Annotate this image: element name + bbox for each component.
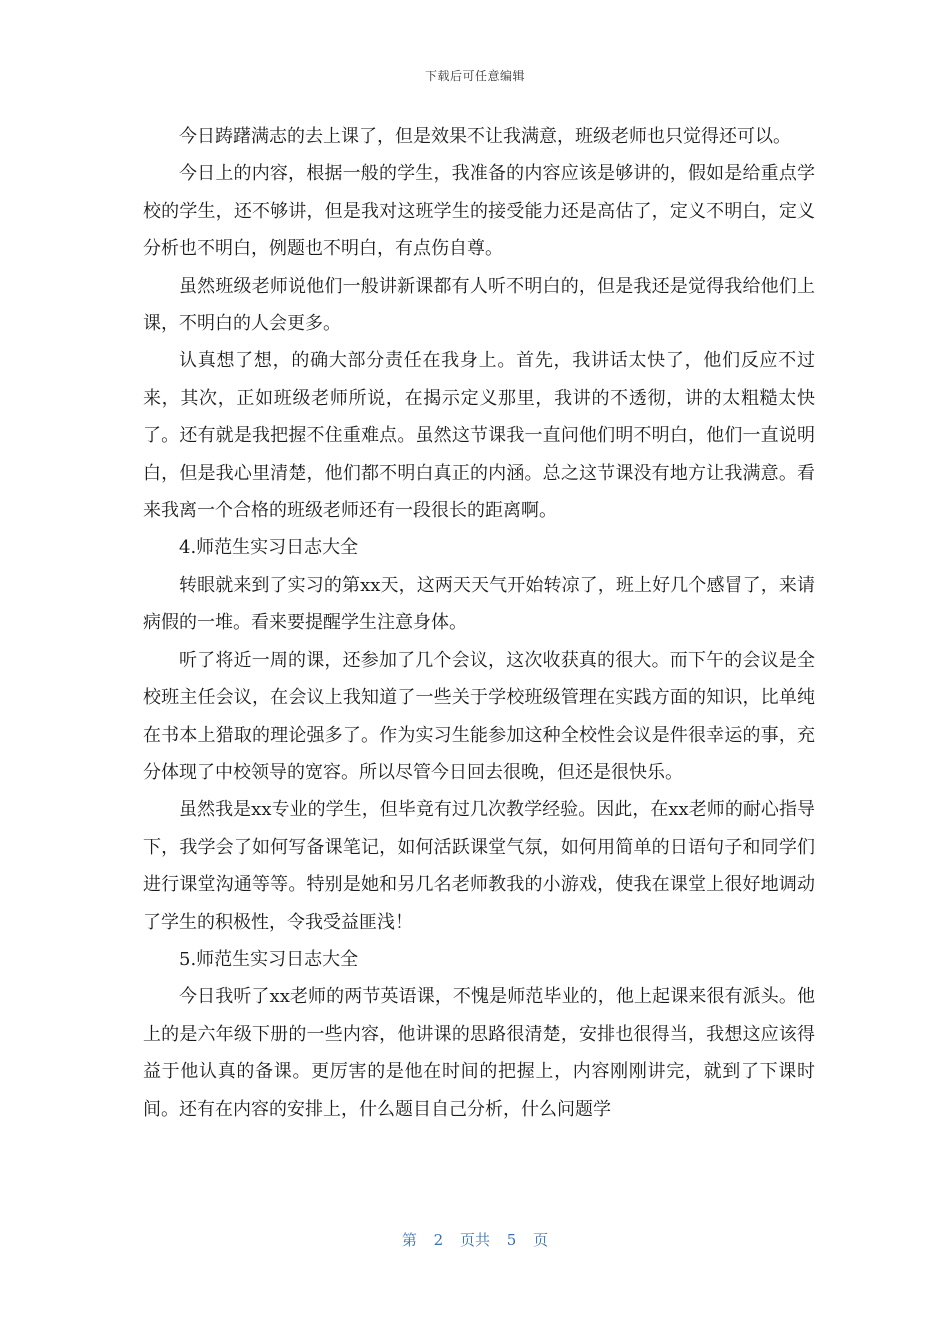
section-heading: 5.师范生实习日志大全 (179, 948, 359, 970)
paragraph: 虽然班级老师说他们一般讲新课都有人听不明白的，但是我还是觉得我给他们上课，不明白的人会更多。 (143, 275, 815, 335)
paragraph: 听了将近一周的课，还参加了几个会议，这次收获真的很大。而下午的会议是全校班主任会议，在会议上我知道了一些关于学校班级管理在实践方面的知识，比单纯在书本上猎取的理论强多了。作为实习生能参加这种全校性会议是件很幸运的事，充分体现了中校领导的宽容。所以尽管今日回去很晚，但还是很快乐。 (143, 649, 815, 783)
paragraph: 虽然我是xx专业的学生，但毕竟有过几次教学经验。因此，在xx老师的耐心指导下，我学会了如何写备课笔记，如何活跃课堂气氛，如何用简单的日语句子和同学们进行课堂沟通等等。特别是她和另几名老师教我的小游戏，使我在课堂上很好地调动了学生的积极性，令我受益匪浅！ (143, 799, 815, 933)
page-number (0, 1229, 950, 1250)
page-number-prefix: 第 (401, 1231, 417, 1249)
paragraph: 今日我听了xx老师的两节英语课，不愧是师范毕业的，他上起课来很有派头。他上的是六年级下册的一些内容，他讲课的思路很清楚，安排也很得当，我想这应该得益于他认真的备课。更厉害的是他在时间的把握上，内容刚刚讲完，就到了下课时间。还有在内容的安排上，什么题目自己分析，什么问题学 (143, 986, 815, 1120)
paragraph: 转眼就来到了实习的第xx天，这两天天气开始转凉了，班上好几个感冒了，来请病假的一堆。看来要提醒学生注意身体。 (143, 574, 815, 634)
page-number-total: 5 (506, 1231, 517, 1249)
paragraph: 今日踌躇满志的去上课了，但是效果不让我满意，班级老师也只觉得还可以。 (179, 126, 791, 147)
document-body (143, 118, 815, 1128)
page-number-middle: 页共 (459, 1231, 490, 1249)
page-number-suffix: 页 (533, 1231, 549, 1249)
page-number-current: 2 (433, 1231, 444, 1249)
page-header: 下载后可任意编辑 (424, 69, 525, 83)
paragraph: 今日上的内容，根据一般的学生，我准备的内容应该是够讲的，假如是给重点学校的学生，还不够讲，但是我对这班学生的接受能力还是高估了，定义不明白，定义分析也不明白，例题也不明白，有点伤自尊。 (143, 163, 815, 260)
section-heading: 4.师范生实习日志大全 (179, 537, 359, 559)
paragraph: 认真想了想，的确大部分责任在我身上。首先，我讲话太快了，他们反应不过来，其次，正如班级老师所说，在揭示定义那里，我讲的不透彻，讲的太粗糙太快了。还有就是我把握不住重难点。虽然这节课我一直问他们明不明白，他们一直说明白，但是我心里清楚，他们都不明白真正的内涵。总之这节课没有地方让我满意。看来我离一个合格的班级老师还有一段很长的距离啊。 (143, 350, 815, 522)
